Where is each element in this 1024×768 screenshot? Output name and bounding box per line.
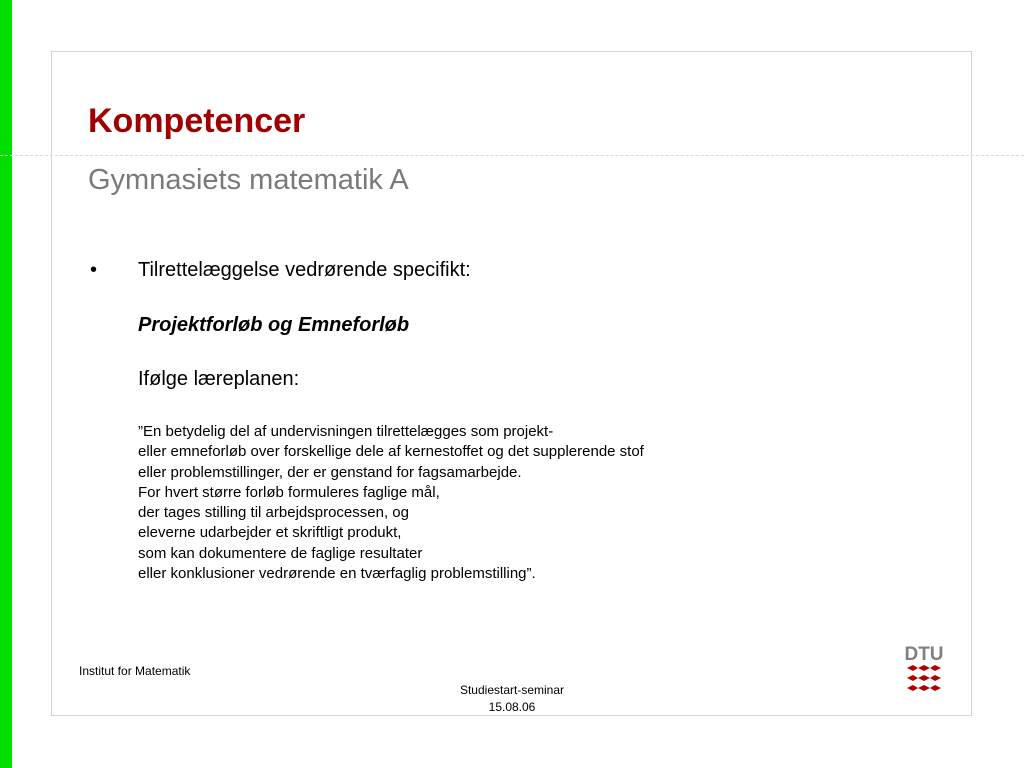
slide-title: Kompetencer [88, 102, 306, 140]
quote-line: der tages stilling til arbejdsprocessen, og [138, 504, 409, 522]
quote-line: ”En betydelig del af undervisningen tilrettelægges som projekt- [138, 423, 554, 440]
quote-line: eller konklusioner vedrørende en tværfaglig problemstilling”. [138, 565, 536, 583]
footer-institute: Institut for Matematik [79, 664, 191, 678]
quote-line: For hvert større forløb formuleres faglige mål, [138, 483, 440, 501]
quote-line: eller emneforløb over forskellige dele af kernestoffet og det supplerende stof [138, 443, 644, 461]
footer-event [412, 682, 612, 716]
footer-event-name: Studiestart-seminar [459, 683, 565, 697]
accent-bar [0, 0, 12, 768]
quote-line: eleverne udarbejder et skriftligt produkt, [138, 524, 402, 542]
dtu-logo-text: DTU [904, 644, 944, 665]
emphasis-text: Projektforløb og Emneforløb [138, 314, 410, 336]
bullet-marker: • [90, 259, 98, 281]
quote-line: som kan dokumentere de faglige resultater [138, 544, 423, 562]
bullet-text: Tilrettelæggelse vedrørende specifikt: [138, 259, 471, 281]
dtu-logo-icon [904, 641, 944, 695]
quote-line: eller problemstillinger, der er genstand for fagsamarbejde. [138, 463, 522, 481]
footer-date: 15.08.06 [488, 700, 536, 714]
slide-subtitle: Gymnasiets matematik A [88, 164, 409, 196]
intro-text: Ifølge læreplanen: [138, 368, 300, 390]
curriculum-quote [138, 422, 644, 584]
